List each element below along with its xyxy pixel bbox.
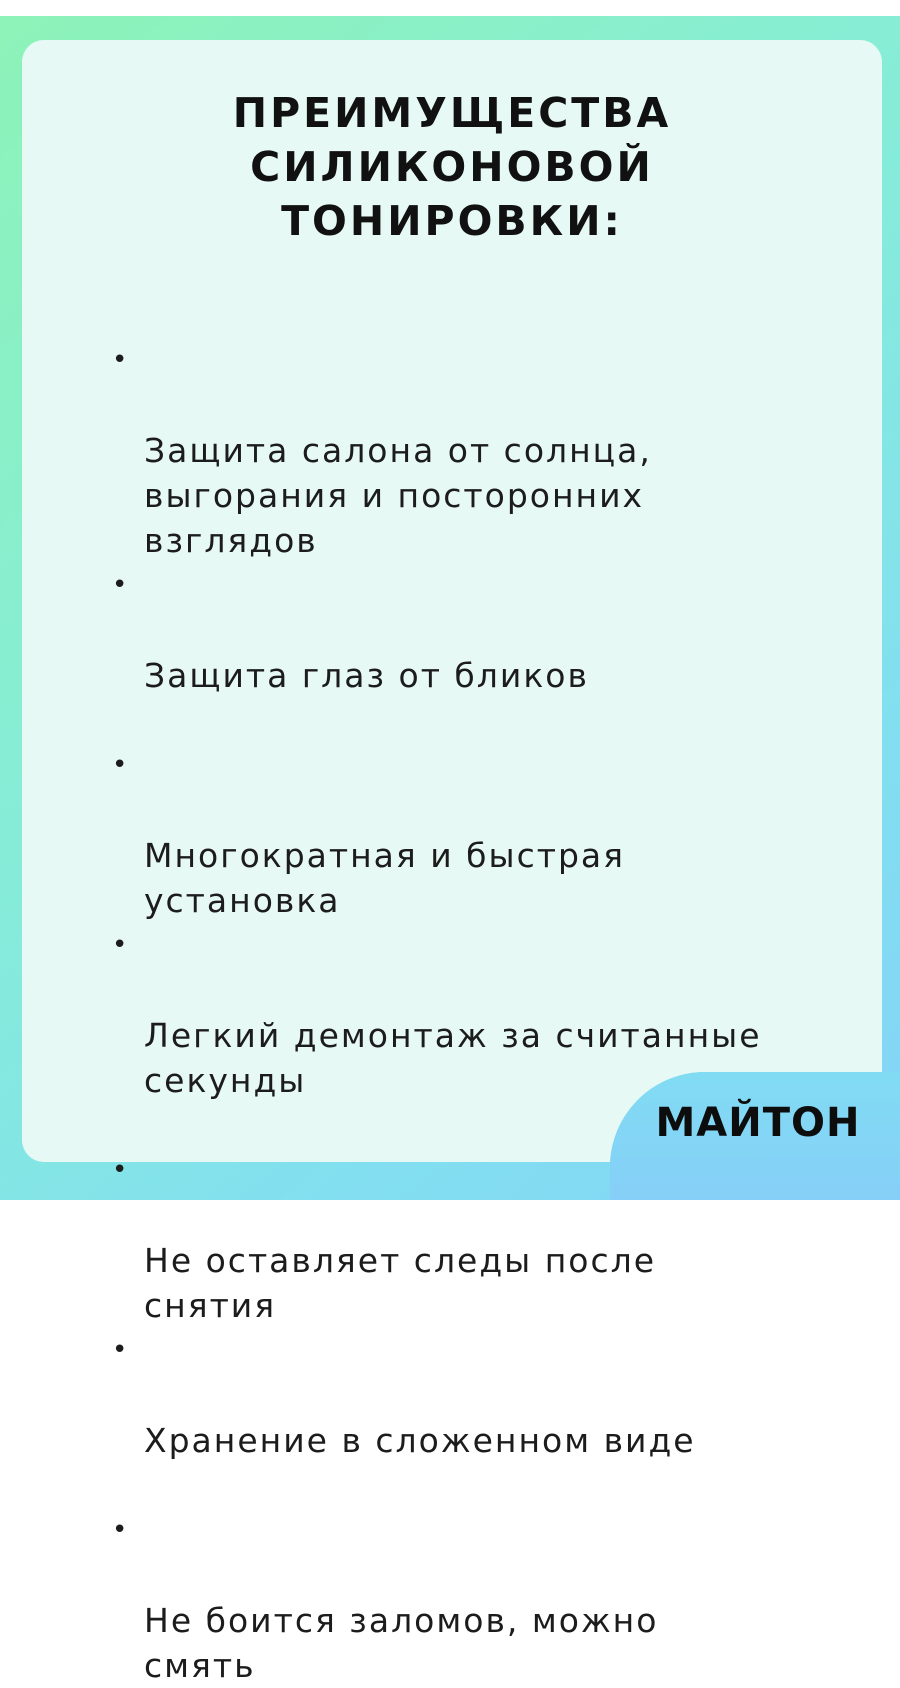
bullet-icon: • bbox=[112, 1335, 130, 1365]
brand-logo-text: МАЙТОН bbox=[655, 1100, 861, 1146]
bullet-icon: • bbox=[112, 570, 130, 600]
benefit-text: Защита салона от солнца, выгорания и посторонних взглядов bbox=[144, 431, 652, 560]
benefit-text: Защита глаз от бликов bbox=[144, 656, 589, 695]
list-item bbox=[104, 563, 834, 698]
title-line-3: ТОНИРОВКИ: bbox=[281, 197, 623, 245]
list-item bbox=[104, 743, 834, 923]
benefit-text: Не оставляет следы после снятия bbox=[144, 1241, 656, 1325]
bullet-icon: • bbox=[112, 1155, 130, 1185]
list-item bbox=[104, 1328, 834, 1463]
title-line-2: СИЛИКОНОВОЙ bbox=[250, 143, 654, 191]
bullet-icon: • bbox=[112, 750, 130, 780]
benefit-text: Легкий демонтаж за считанные секунды bbox=[144, 1016, 762, 1100]
bullet-icon: • bbox=[112, 1515, 130, 1545]
benefits-list bbox=[104, 338, 834, 1688]
benefit-text: Многократная и быстрая установка bbox=[144, 836, 625, 920]
list-item bbox=[104, 338, 834, 563]
page-title bbox=[22, 86, 882, 248]
bullet-icon: • bbox=[112, 345, 130, 375]
title-line-1: ПРЕИМУЩЕСТВА bbox=[232, 89, 672, 137]
benefit-text: Хранение в сложенном виде bbox=[144, 1421, 696, 1460]
benefit-text: Не боится заломов, можно смять bbox=[144, 1601, 659, 1685]
list-item bbox=[104, 1508, 834, 1688]
bullet-icon: • bbox=[112, 930, 130, 960]
